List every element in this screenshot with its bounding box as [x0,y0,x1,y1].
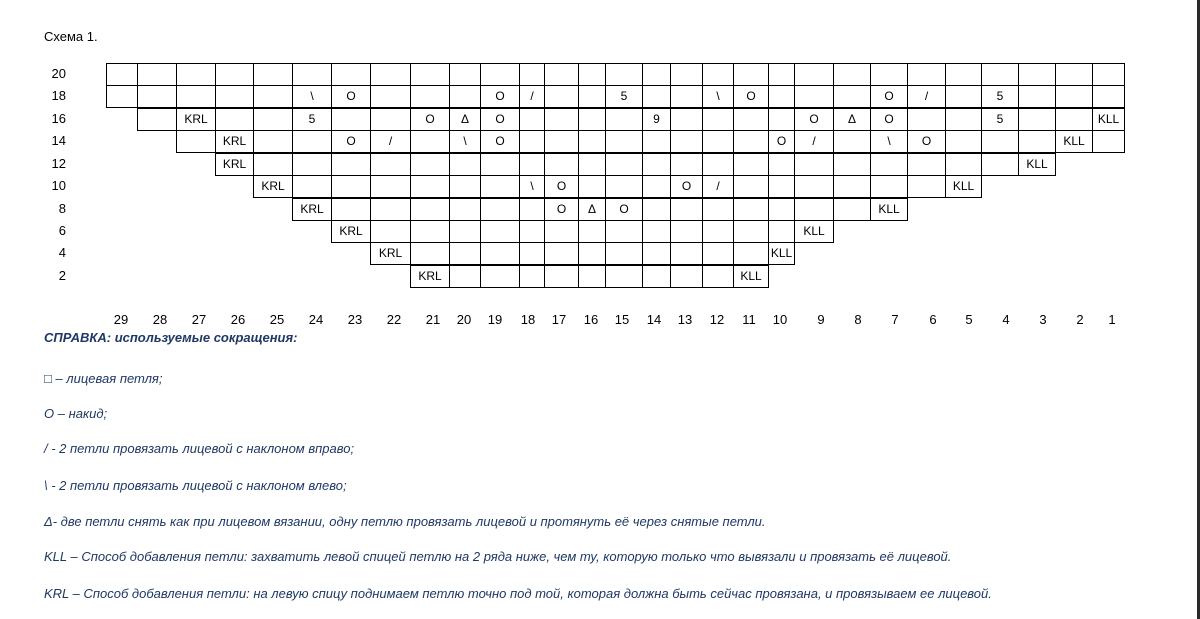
chart-cell: O [907,130,946,153]
chart-cell [605,108,643,131]
column-number: 27 [191,312,207,327]
chart-cell [702,153,734,176]
column-number: 21 [425,312,441,327]
column-number: 1 [1108,312,1116,327]
chart-cell [642,220,671,243]
chart-cell [480,153,520,176]
chart-cell [370,153,411,176]
chart-cell [605,242,643,265]
chart-cell [794,175,834,198]
chart-cell [253,63,293,86]
legend-item: KLL – Способ добавления петли: захватить левой спицей петлю на 2 ряда ниже, чем ту, которую только что вывязали и провязать её лицевой. [44,549,952,564]
chart-cell [733,63,769,86]
chart-cell: / [907,85,946,108]
column-number: 20 [456,312,472,327]
chart-cell: / [370,130,411,153]
chart-cell [253,130,293,153]
chart-cell [833,85,871,108]
chart-cell: O [870,108,908,131]
chart-cell [578,220,606,243]
chart-cell [768,85,795,108]
chart-cell [733,153,769,176]
row-label: 2 [58,268,66,283]
chart-cell [1092,63,1125,86]
chart-cell [370,220,411,243]
chart-cell [544,85,579,108]
chart-cell [410,130,450,153]
chart-cell: KLL [794,220,834,243]
chart-cell: O [544,198,579,221]
chart-cell: KLL [1055,130,1093,153]
chart-cell [480,198,520,221]
chart-cell [733,198,769,221]
chart-cell: 5 [981,108,1019,131]
chart-cell [605,63,643,86]
chart-cell [794,153,834,176]
chart-cell [670,85,703,108]
chart-cell [833,153,871,176]
chart-cell: \ [449,130,481,153]
chart-cell [605,265,643,288]
chart-cell [702,130,734,153]
chart-cell [833,175,871,198]
chart-cell: 5 [605,85,643,108]
chart-cell [981,153,1019,176]
row-label: 14 [51,133,66,148]
chart-cell [480,242,520,265]
chart-cell [733,130,769,153]
chart-cell [480,265,520,288]
chart-cell: KRL [253,175,293,198]
chart-cell [449,175,481,198]
chart-cell [410,198,450,221]
chart-cell [794,85,834,108]
chart-cell [410,85,450,108]
chart-cell [578,242,606,265]
chart-cell [480,175,520,198]
chart-cell [578,85,606,108]
chart-cell [794,198,834,221]
chart-cell: O [331,85,371,108]
chart-cell: O [410,108,450,131]
chart-cell [1092,85,1125,108]
chart-cell [449,265,481,288]
chart-cell [480,220,520,243]
chart-cell [253,85,293,108]
chart-cell [410,220,450,243]
chart-cell [945,108,982,131]
chart-cell [292,153,332,176]
chart-cell [870,63,908,86]
chart-cell: O [331,130,371,153]
chart-cell [449,220,481,243]
chart-cell [945,63,982,86]
chart-cell: O [733,85,769,108]
legend-item: О – накид; [44,406,108,421]
chart-cell: KRL [370,242,411,265]
legend-title: СПРАВКА: используемые сокращения: [44,330,298,345]
chart-cell [578,175,606,198]
chart-cell [1055,108,1093,131]
column-number: 22 [386,312,402,327]
chart-cell [578,153,606,176]
chart-cell: / [702,175,734,198]
chart-cell [331,175,371,198]
chart-cell [945,130,982,153]
chart-cell [544,265,579,288]
chart-cell [1055,85,1093,108]
chart-cell [370,198,411,221]
row-label: 16 [51,111,66,126]
chart-cell [870,153,908,176]
chart-cell [106,63,138,86]
chart-cell [1018,108,1056,131]
chart-cell [449,242,481,265]
chart-cell [176,85,216,108]
chart-cell [331,63,371,86]
chart-cell [670,108,703,131]
chart-cell [733,108,769,131]
chart-cell [702,242,734,265]
chart-cell [907,175,946,198]
chart-cell [833,198,871,221]
chart-cell [605,153,643,176]
column-number: 25 [269,312,285,327]
chart-cell: \ [702,85,734,108]
column-number: 3 [1039,312,1047,327]
chart-cell [519,198,545,221]
chart-cell [670,63,703,86]
chart-cell: KLL [1092,108,1125,131]
column-number: 18 [520,312,536,327]
chart-cell [410,153,450,176]
chart-cell: \ [870,130,908,153]
knitting-chart-grid [0,0,1200,300]
chart-cell [907,63,946,86]
chart-cell: KRL [215,153,254,176]
column-number: 15 [614,312,630,327]
legend-item: □ – лицевая петля; [44,371,163,386]
chart-cell [702,108,734,131]
chart-cell [768,175,795,198]
chart-cell: KRL [331,220,371,243]
chart-cell: KLL [768,242,795,265]
chart-cell [642,130,671,153]
chart-cell [1055,63,1093,86]
chart-cell [370,108,411,131]
chart-cell [670,220,703,243]
column-number: 8 [854,312,862,327]
chart-cell [519,108,545,131]
row-label: 20 [51,66,66,81]
chart-cell: 9 [642,108,671,131]
chart-cell [137,85,177,108]
chart-cell [544,130,579,153]
column-number: 19 [487,312,503,327]
chart-cell: Δ [833,108,871,131]
chart-cell [1018,85,1056,108]
chart-cell: KLL [870,198,908,221]
chart-cell: 5 [292,108,332,131]
chart-cell [544,63,579,86]
chart-cell [605,130,643,153]
column-number: 24 [308,312,324,327]
column-number: 16 [583,312,599,327]
chart-cell [519,130,545,153]
chart-cell [642,63,671,86]
chart-cell [331,153,371,176]
chart-cell: O [768,130,795,153]
chart-cell [768,198,795,221]
column-number: 26 [230,312,246,327]
chart-cell [544,242,579,265]
chart-cell [702,220,734,243]
chart-cell [605,220,643,243]
row-label: 4 [58,245,66,260]
chart-cell [410,175,450,198]
chart-cell [544,108,579,131]
chart-cell: KRL [176,108,216,131]
chart-cell [1092,130,1125,153]
chart-cell [733,242,769,265]
chart-cell [981,63,1019,86]
row-label: 18 [51,88,66,103]
legend-item: \ - 2 петли провязать лицевой с наклоном влево; [44,478,347,493]
chart-cell [768,220,795,243]
chart-cell: \ [519,175,545,198]
chart-cell [519,153,545,176]
chart-cell [702,265,734,288]
chart-cell [215,85,254,108]
chart-cell: KLL [945,175,982,198]
chart-cell [176,63,216,86]
chart-cell: KRL [292,198,332,221]
chart-cell [578,130,606,153]
chart-cell [670,242,703,265]
chart-cell: O [480,85,520,108]
chart-cell [670,130,703,153]
chart-cell [981,130,1019,153]
chart-cell: / [794,130,834,153]
chart-cell: O [544,175,579,198]
chart-cell [410,63,450,86]
chart-cell [702,198,734,221]
column-number: 13 [677,312,693,327]
chart-cell [578,265,606,288]
chart-cell [370,85,411,108]
chart-cell [578,63,606,86]
chart-cell [449,198,481,221]
column-number: 14 [646,312,662,327]
chart-cell: KRL [410,265,450,288]
chart-cell [605,175,643,198]
chart-cell [1018,63,1056,86]
chart-cell [670,265,703,288]
chart-cell [519,265,545,288]
column-number: 4 [1002,312,1010,327]
chart-cell [215,63,254,86]
chart-cell [670,153,703,176]
chart-cell: KLL [733,265,769,288]
chart-cell [945,85,982,108]
chart-cell [670,198,703,221]
chart-cell: Δ [449,108,481,131]
column-number: 29 [113,312,129,327]
row-label: 12 [51,156,66,171]
chart-cell [642,242,671,265]
chart-cell [519,220,545,243]
row-label: 10 [51,178,66,193]
column-number: 6 [929,312,937,327]
chart-cell [768,153,795,176]
column-number: 10 [772,312,788,327]
chart-cell [480,63,520,86]
chart-cell [370,175,411,198]
chart-cell: O [480,108,520,131]
chart-cell [410,242,450,265]
scheme-title: Схема 1. [44,29,98,44]
chart-cell [1018,130,1056,153]
chart-cell [702,63,734,86]
chart-cell [544,153,579,176]
chart-cell [331,198,371,221]
chart-cell [137,108,177,131]
chart-cell [945,153,982,176]
column-number: 17 [551,312,567,327]
chart-cell [907,153,946,176]
chart-cell [292,175,332,198]
chart-cell [253,153,293,176]
chart-cell [519,63,545,86]
chart-cell [106,85,138,108]
chart-cell [833,130,871,153]
chart-cell [578,108,606,131]
chart-cell [449,153,481,176]
chart-cell [215,108,254,131]
chart-cell: O [670,175,703,198]
chart-cell: O [870,85,908,108]
chart-cell [642,175,671,198]
legend-item: / - 2 петли провязать лицевой с наклоном вправо; [44,441,355,456]
legend-item: Δ- две петли снять как при лицевом вязании, одну петлю провязать лицевой и протянуть её через снятые петли. [44,514,766,529]
chart-cell [544,220,579,243]
chart-cell [642,265,671,288]
column-number: 11 [742,312,756,327]
chart-cell [292,130,332,153]
chart-cell [733,175,769,198]
row-label: 8 [58,201,66,216]
chart-cell [870,175,908,198]
column-number: 7 [891,312,899,327]
chart-cell [642,198,671,221]
chart-cell: \ [292,85,332,108]
chart-cell [642,85,671,108]
chart-cell: 5 [981,85,1019,108]
column-number: 9 [817,312,825,327]
chart-cell [833,63,871,86]
chart-cell [137,63,177,86]
chart-cell [331,108,371,131]
chart-cell: O [605,198,643,221]
row-label: 6 [58,223,66,238]
chart-cell: KLL [1018,153,1056,176]
chart-cell: O [794,108,834,131]
chart-cell: / [519,85,545,108]
chart-cell [176,130,216,153]
chart-cell [768,63,795,86]
chart-cell [768,108,795,131]
column-number: 5 [965,312,973,327]
chart-cell: Δ [578,198,606,221]
column-number: 12 [709,312,725,327]
legend-item: KRL – Способ добавления петли: на левую спицу поднимаем петлю точно под той, которая должна быть сейчас провязана, и провязываем ее лицевой. [44,586,992,601]
chart-cell [370,63,411,86]
chart-cell: O [480,130,520,153]
column-number: 2 [1076,312,1084,327]
chart-cell [642,153,671,176]
chart-cell [519,242,545,265]
chart-cell [733,220,769,243]
column-number: 28 [152,312,168,327]
chart-cell [253,108,293,131]
chart-cell [449,63,481,86]
chart-cell [292,63,332,86]
chart-cell [907,108,946,131]
chart-cell [449,85,481,108]
chart-cell [794,63,834,86]
chart-cell: KRL [215,130,254,153]
column-number: 23 [347,312,363,327]
